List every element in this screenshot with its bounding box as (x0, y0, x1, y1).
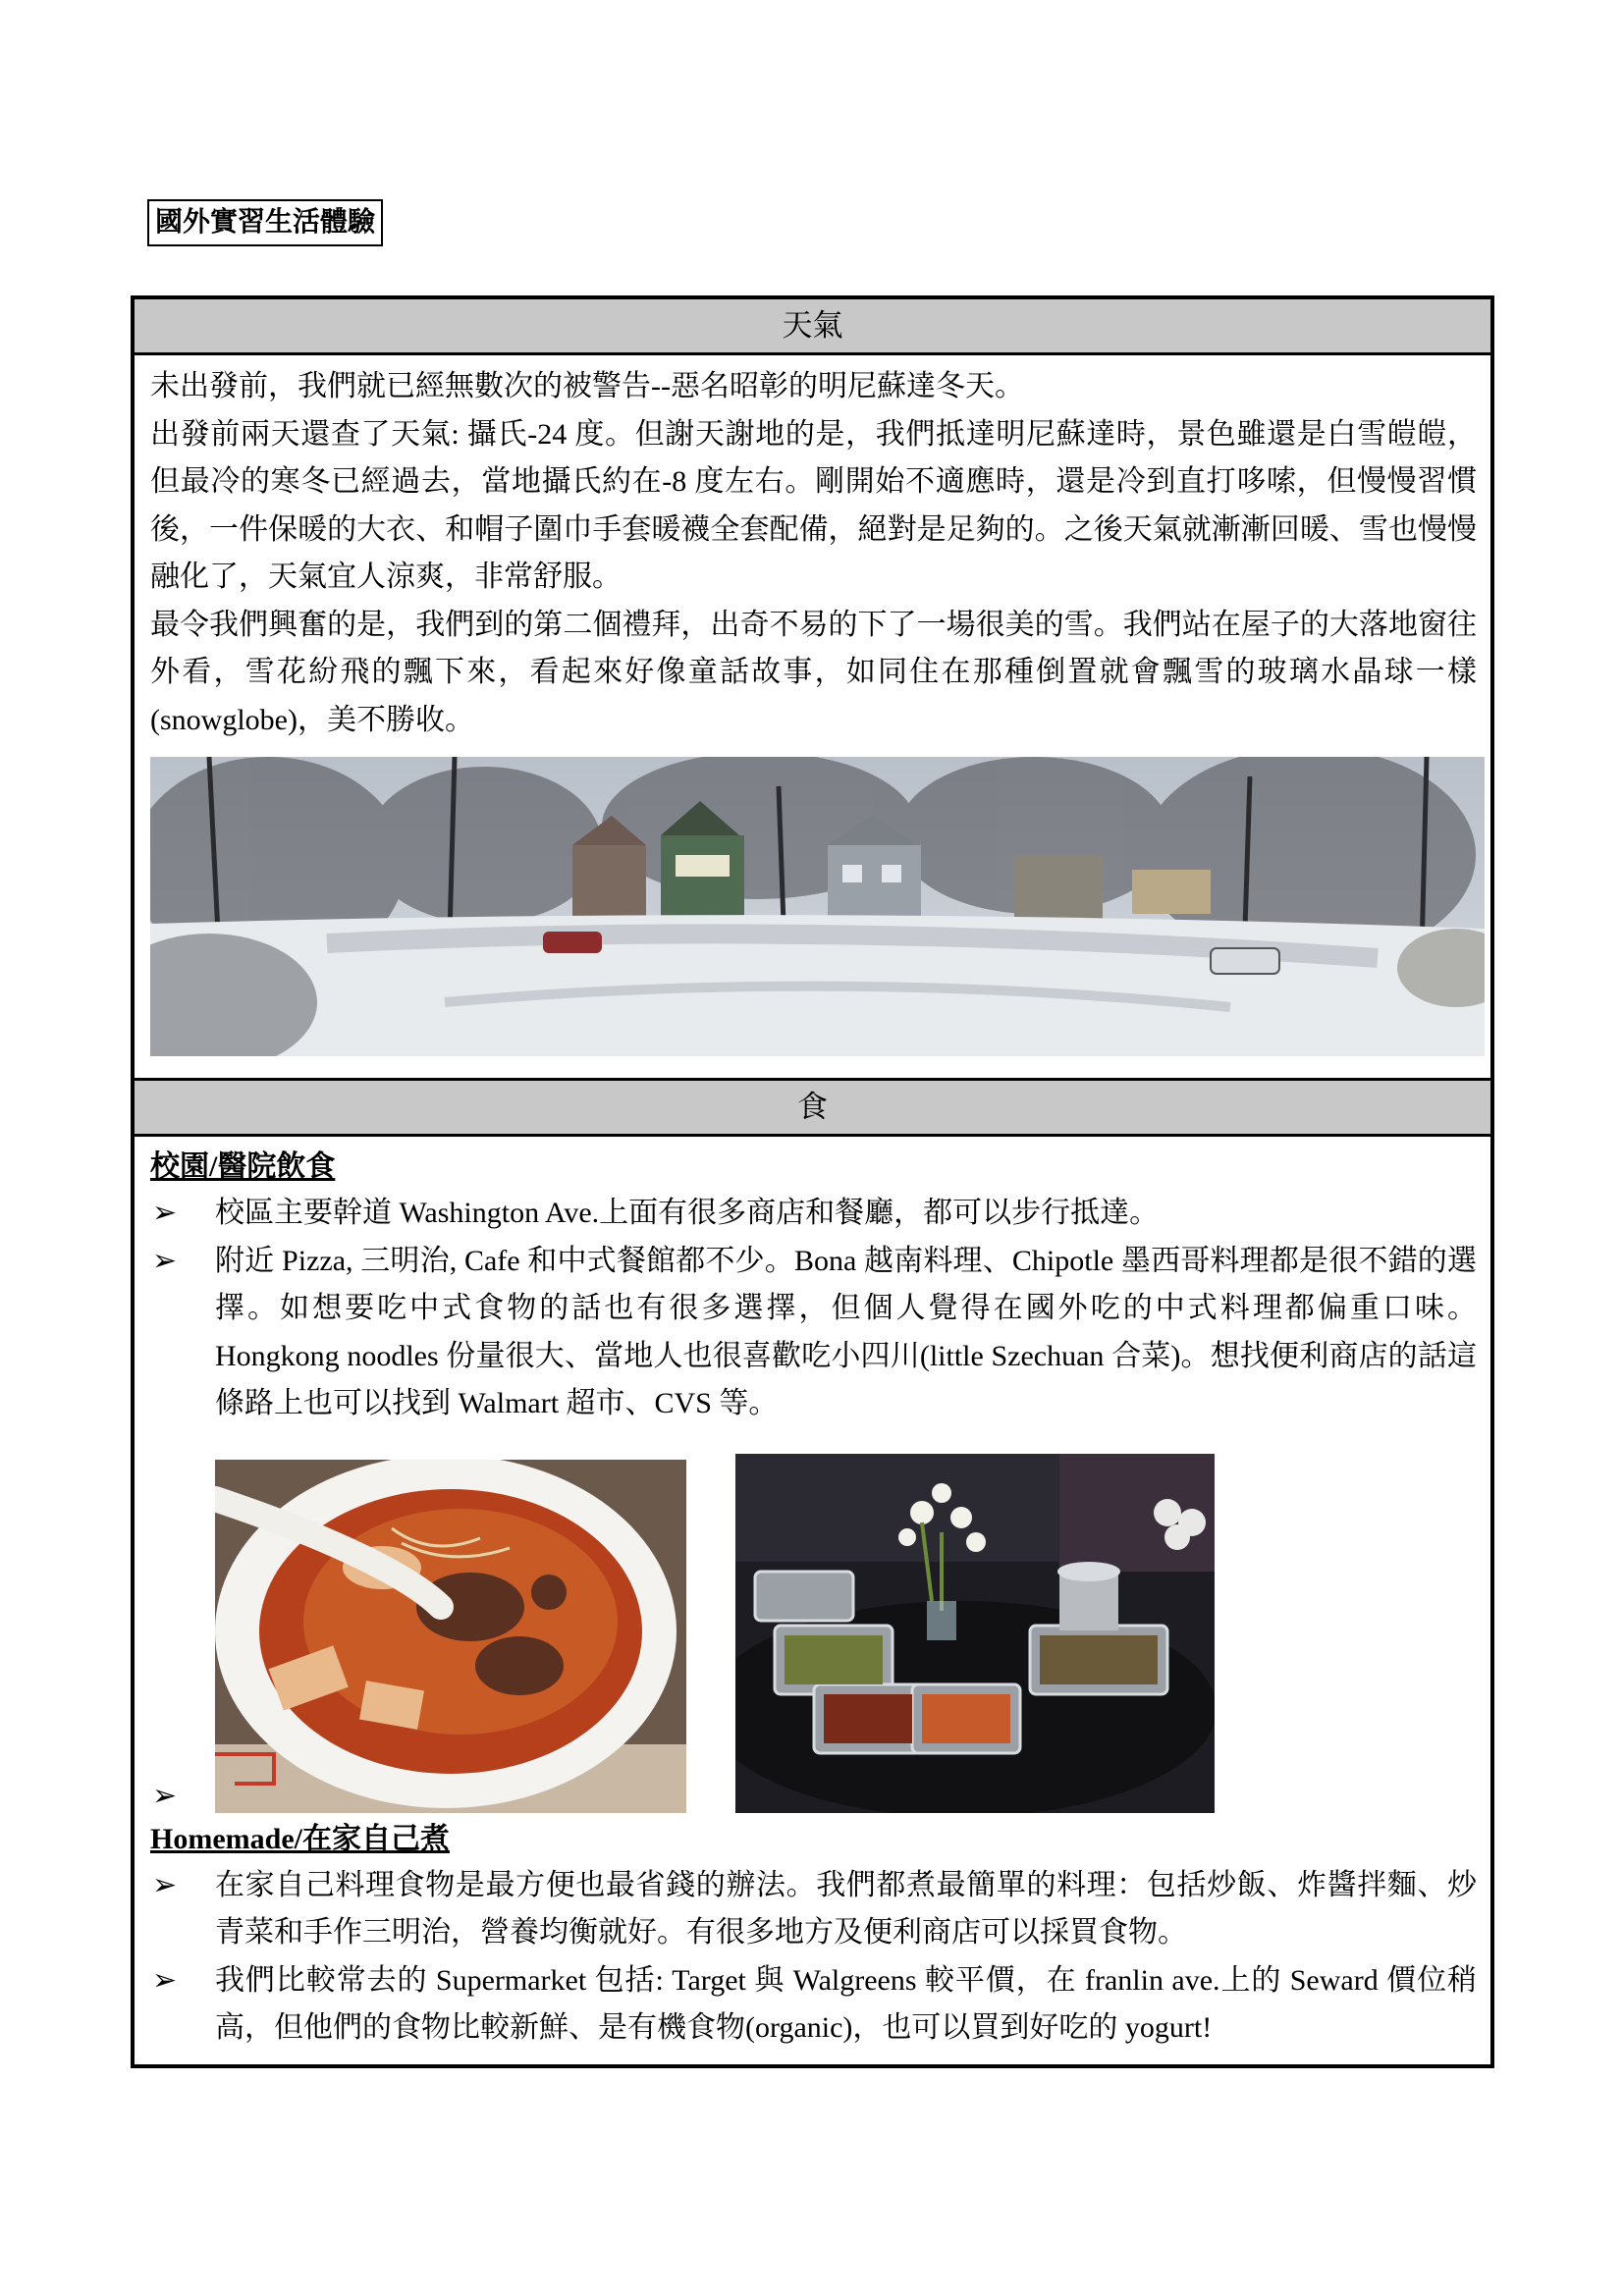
bullet-arrow-icon: ➢ (152, 1197, 178, 1229)
campus-dining-heading: 校園/醫院飲食 (150, 1150, 336, 1183)
bullet-arrow-icon: ➢ (152, 1244, 178, 1277)
campus-bullet-2 (150, 1238, 1477, 1428)
homemade-heading: Homemade/在家自己煮 (150, 1822, 450, 1855)
campus-bullet-text: 校區主要幹道 Washington Ave.上面有很多商店和餐廳，都可以步行抵達。 (215, 1197, 1160, 1229)
noodle-soup-photo (215, 1460, 686, 1813)
snowy-street-panorama (150, 757, 1485, 1056)
weather-paragraph-1: 未出發前，我們就已經無數次的被警告--惡名昭彰的明尼蘇達冬天。 (150, 370, 1024, 402)
content-table (131, 295, 1494, 2068)
homemade-bullet-1 (150, 1862, 1477, 1957)
page-title: 國外實習生活體驗 (147, 199, 383, 246)
homemade-bullet-text: 在家自己料理食物是最方便也最省錢的辦法。我們都煮最簡單的料理：包括炒飯、炸醬拌麵、炒青菜和手作三明治，營養均衡就好。有很多地方及便利商店可以採買食物。 (215, 1868, 1477, 1949)
campus-bullet-1 (150, 1190, 1477, 1238)
weather-header: 天氣 (135, 299, 1490, 355)
buffet-photo (735, 1454, 1215, 1813)
bullet-arrow-icon: ➢ (152, 1868, 178, 1901)
food-header: 食 (135, 1081, 1490, 1137)
weather-paragraph-3: 最令我們興奮的是，我們到的第二個禮拜，出奇不易的下了一場很美的雪。我們站在屋子的大落地窗往外看，雪花紛飛的飄下來，看起來好像童話故事，如同住在那種倒置就會飄雪的玻璃水晶球一樣(snowglobe)，美不勝收。 (150, 608, 1477, 736)
food-section (135, 1137, 1490, 2064)
food-photo-row (150, 1454, 1477, 1813)
homemade-bullet-2 (150, 1957, 1477, 2053)
bullet-arrow-icon: ➢ (152, 1963, 178, 1997)
homemade-bullet-text: 我們比較常去的 Supermarket 包括: Target 與 Walgreens 較平價，在 franlin ave.上的 Seward 價位稍高，但他們的食物比較新鮮、是有機食物(organic)，也可以買到好吃的 yogurt! (215, 1963, 1477, 2044)
campus-bullet-text: 附近 Pizza, 三明治, Cafe 和中式餐館都不少。Bona 越南料理、Chipotle 墨西哥料理都是很不錯的選擇。如想要吃中式食物的話也有很多選擇，但個人覺得在國外吃的中式料理都偏重口味。Hongkong noodles 份量很大、當地人也很喜歡吃小四川(little Szechuan 合菜)。想找便利商店的話這條路上也可以找到 Walmart 超市、CVS 等。 (215, 1244, 1477, 1419)
weather-section (135, 355, 1490, 1081)
bullet-arrow-icon: ➢ (152, 1779, 178, 1812)
weather-paragraph-2: 出發前兩天還查了天氣: 攝氏-24 度。但謝天謝地的是，我們抵達明尼蘇達時，景色雖還是白雪皚皚，但最冷的寒冬已經過去，當地攝氏約在-8 度左右。剛開始不適應時，還是冷到直打哆嗦，但慢慢習慣後，一件保暖的大衣、和帽子圍巾手套暖襪全套配備，絕對是足夠的。之後天氣就漸漸回暖、雪也慢慢融化了，天氣宜人涼爽，非常舒服。 (150, 417, 1477, 593)
